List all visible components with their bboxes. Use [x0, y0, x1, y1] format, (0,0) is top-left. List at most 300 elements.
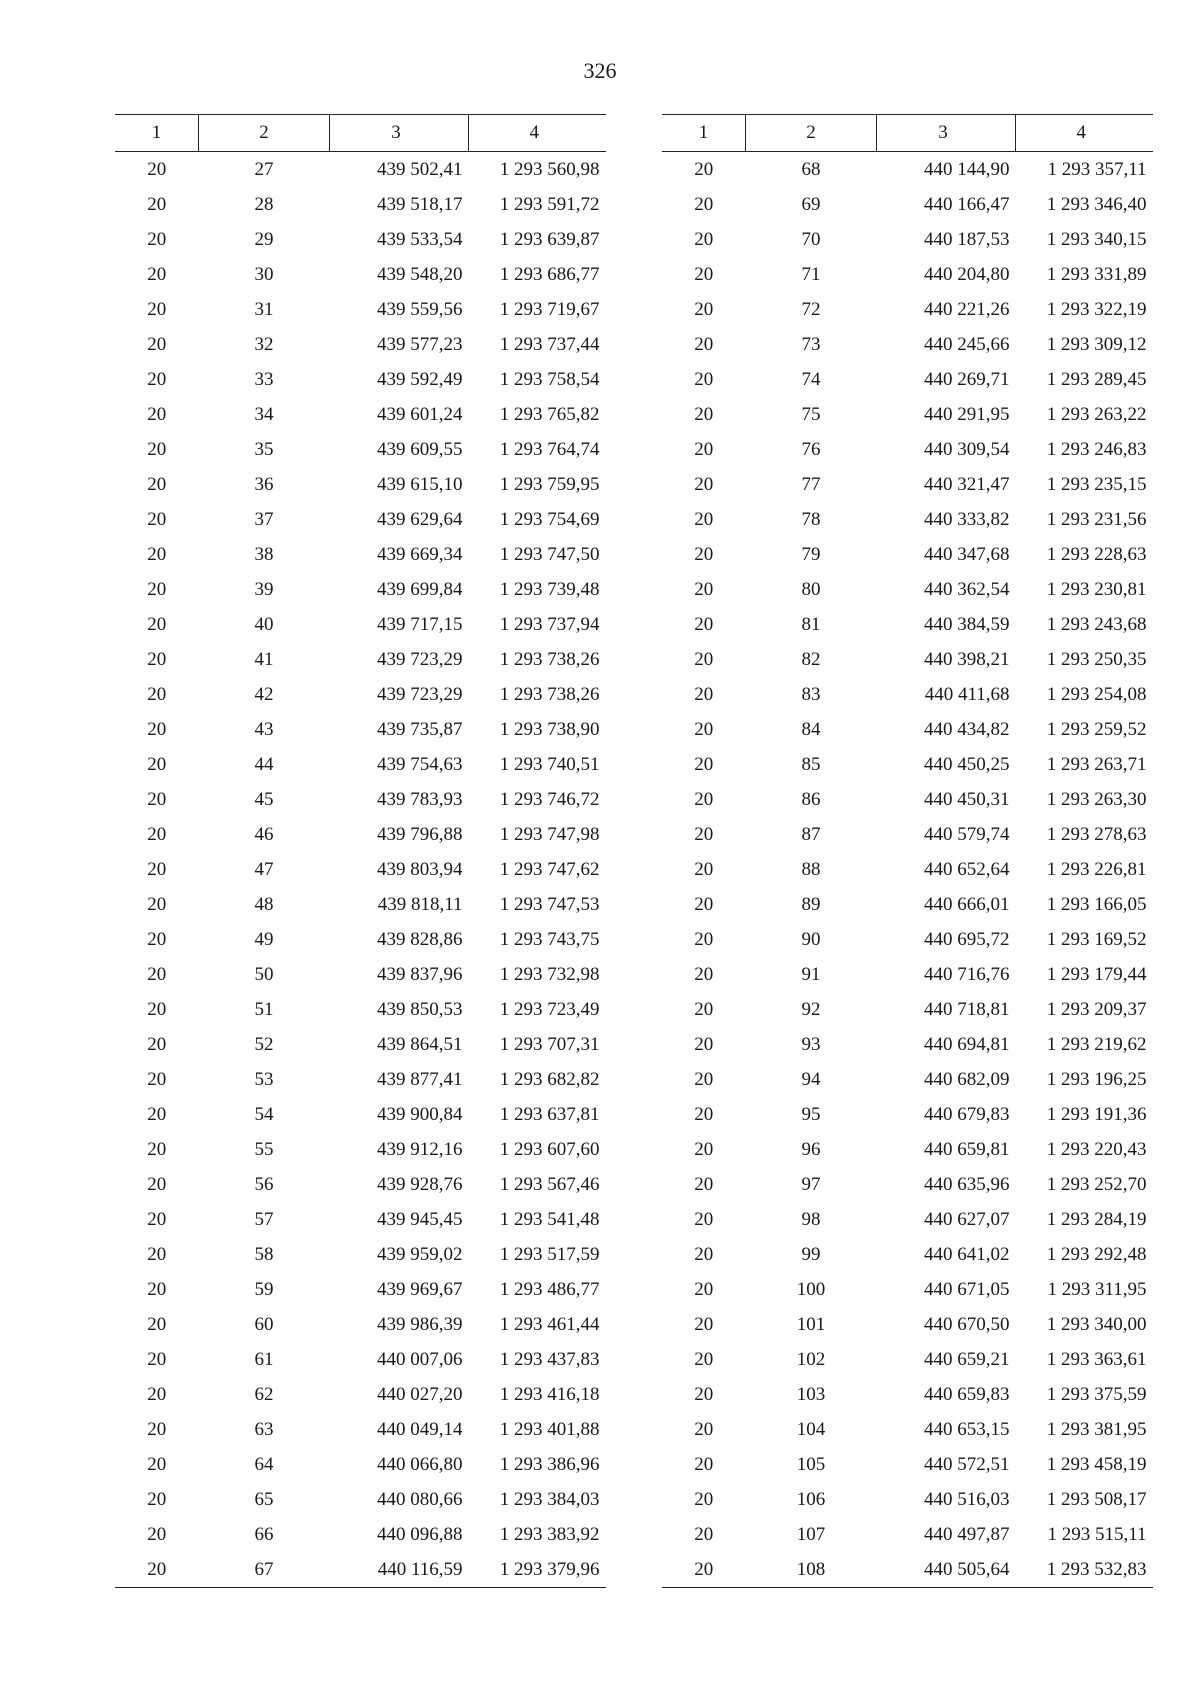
cell-section: 20	[694, 508, 714, 530]
cell-section: 20	[694, 228, 714, 250]
cell-point-number: 86	[801, 788, 821, 810]
cell-section: 20	[147, 1453, 167, 1475]
table-row	[115, 1482, 606, 1517]
table-row	[662, 992, 1153, 1027]
cell-y-coordinate: 1 293 381,95	[1046, 1418, 1147, 1440]
coordinates-table-left	[115, 114, 606, 1588]
cell-section: 20	[694, 718, 714, 740]
cell-x-coordinate: 440 450,31	[924, 788, 1010, 810]
cell-section: 20	[694, 753, 714, 775]
table-row	[115, 747, 606, 782]
cell-section: 20	[147, 683, 167, 705]
cell-y-coordinate: 1 293 263,22	[1046, 403, 1147, 425]
table-row	[115, 572, 606, 607]
cell-x-coordinate: 439 592,49	[377, 368, 463, 390]
cell-section: 20	[694, 1523, 714, 1545]
cell-x-coordinate: 439 864,51	[377, 1033, 463, 1055]
cell-x-coordinate: 439 754,63	[377, 753, 463, 775]
cell-x-coordinate: 440 516,03	[924, 1488, 1010, 1510]
table-row	[662, 1027, 1153, 1062]
cell-y-coordinate: 1 293 263,71	[1046, 753, 1147, 775]
cell-section: 20	[694, 858, 714, 880]
cell-section: 20	[694, 333, 714, 355]
cell-y-coordinate: 1 293 235,15	[1046, 473, 1147, 495]
cell-y-coordinate: 1 293 532,83	[1016, 1552, 1153, 1588]
cell-section: 20	[694, 1488, 714, 1510]
cell-y-coordinate: 1 293 541,48	[499, 1208, 600, 1230]
table-row	[662, 782, 1153, 817]
cell-point-number: 58	[254, 1243, 274, 1265]
cell-y-coordinate: 1 293 686,77	[499, 263, 600, 285]
cell-point-number: 61	[254, 1348, 274, 1370]
cell-section: 20	[694, 1173, 714, 1195]
cell-x-coordinate: 439 803,94	[377, 858, 463, 880]
cell-section: 20	[694, 1348, 714, 1370]
cell-point-number: 107	[796, 1523, 826, 1545]
cell-x-coordinate: 439 723,29	[377, 683, 463, 705]
cell-point-number: 80	[801, 578, 821, 600]
cell-y-coordinate: 1 293 765,82	[499, 403, 600, 425]
cell-point-number: 60	[254, 1313, 274, 1335]
cell-point-number: 33	[254, 368, 274, 390]
cell-section: 20	[147, 473, 167, 495]
cell-point-number: 29	[254, 228, 274, 250]
cell-point-number: 87	[801, 823, 821, 845]
cell-y-coordinate: 1 293 740,51	[499, 753, 600, 775]
cell-section: 20	[147, 963, 167, 985]
cell-x-coordinate: 440 659,83	[924, 1383, 1010, 1405]
cell-x-coordinate: 440 497,87	[924, 1523, 1010, 1545]
table-row	[115, 432, 606, 467]
cell-point-number: 47	[254, 858, 274, 880]
cell-point-number: 81	[801, 613, 821, 635]
cell-x-coordinate: 440 166,47	[924, 193, 1010, 215]
cell-section: 20	[694, 998, 714, 1020]
cell-x-coordinate: 440 718,81	[924, 998, 1010, 1020]
cell-point-number: 64	[254, 1453, 274, 1475]
column-header-4: 4	[469, 115, 606, 152]
cell-x-coordinate: 439 928,76	[377, 1173, 463, 1195]
table-row	[115, 1342, 606, 1377]
cell-section: 20	[694, 543, 714, 565]
cell-section: 20	[694, 928, 714, 950]
cell-point-number: 34	[254, 403, 274, 425]
table-row	[115, 922, 606, 957]
cell-x-coordinate: 439 609,55	[377, 438, 463, 460]
cell-x-coordinate: 440 269,71	[924, 368, 1010, 390]
table-row	[662, 1307, 1153, 1342]
cell-x-coordinate: 440 066,80	[377, 1453, 463, 1475]
cell-x-coordinate: 440 659,21	[924, 1348, 1010, 1370]
table-row	[662, 1412, 1153, 1447]
cell-x-coordinate: 440 695,72	[924, 928, 1010, 950]
cell-x-coordinate: 439 699,84	[377, 578, 463, 600]
cell-section: 20	[147, 228, 167, 250]
cell-y-coordinate: 1 293 363,61	[1046, 1348, 1147, 1370]
cell-y-coordinate: 1 293 738,90	[499, 718, 600, 740]
cell-x-coordinate: 440 671,05	[924, 1278, 1010, 1300]
cell-point-number: 84	[801, 718, 821, 740]
table-row	[662, 852, 1153, 887]
cell-x-coordinate: 440 027,20	[377, 1383, 463, 1405]
cell-y-coordinate: 1 293 220,43	[1046, 1138, 1147, 1160]
cell-y-coordinate: 1 293 228,63	[1046, 543, 1147, 565]
cell-x-coordinate: 440 333,82	[924, 508, 1010, 530]
cell-x-coordinate: 439 796,88	[377, 823, 463, 845]
cell-x-coordinate: 440 245,66	[924, 333, 1010, 355]
cell-point-number: 32	[254, 333, 274, 355]
cell-point-number: 66	[254, 1523, 274, 1545]
cell-section: 20	[694, 1278, 714, 1300]
cell-section: 20	[694, 403, 714, 425]
cell-point-number: 37	[254, 508, 274, 530]
table-body-right	[662, 152, 1153, 1588]
cell-x-coordinate: 440 398,21	[924, 648, 1010, 670]
cell-y-coordinate: 1 293 166,05	[1046, 893, 1147, 915]
table-row	[662, 1377, 1153, 1412]
table-row	[115, 1062, 606, 1097]
table-row	[115, 1167, 606, 1202]
cell-point-number: 48	[254, 893, 274, 915]
table-header-row	[115, 115, 606, 152]
cell-point-number: 53	[254, 1068, 274, 1090]
cell-y-coordinate: 1 293 739,48	[499, 578, 600, 600]
cell-y-coordinate: 1 293 340,00	[1046, 1313, 1147, 1335]
cell-y-coordinate: 1 293 263,30	[1046, 788, 1147, 810]
cell-y-coordinate: 1 293 375,59	[1046, 1383, 1147, 1405]
cell-x-coordinate: 440 716,76	[924, 963, 1010, 985]
table-row	[115, 152, 606, 188]
cell-section: 20	[694, 1453, 714, 1475]
cell-x-coordinate: 439 877,41	[377, 1068, 463, 1090]
cell-x-coordinate: 439 577,23	[377, 333, 463, 355]
cell-x-coordinate: 439 629,64	[377, 508, 463, 530]
cell-section: 20	[147, 753, 167, 775]
table-row	[662, 1447, 1153, 1482]
cell-point-number: 68	[801, 158, 821, 180]
cell-y-coordinate: 1 293 346,40	[1046, 193, 1147, 215]
cell-x-coordinate: 439 969,67	[377, 1278, 463, 1300]
cell-point-number: 40	[254, 613, 274, 635]
cell-point-number: 65	[254, 1488, 274, 1510]
cell-section: 20	[115, 1552, 199, 1588]
cell-x-coordinate: 440 572,51	[924, 1453, 1010, 1475]
cell-x-coordinate: 440 652,64	[924, 858, 1010, 880]
cell-point-number: 79	[801, 543, 821, 565]
cell-x-coordinate: 440 384,59	[924, 613, 1010, 635]
cell-point-number: 106	[796, 1488, 826, 1510]
cell-point-number: 88	[801, 858, 821, 880]
cell-point-number: 73	[801, 333, 821, 355]
cell-x-coordinate: 440 291,95	[924, 403, 1010, 425]
cell-section: 20	[694, 1138, 714, 1160]
table-row	[662, 432, 1153, 467]
cell-y-coordinate: 1 293 517,59	[499, 1243, 600, 1265]
cell-section: 20	[694, 1313, 714, 1335]
cell-y-coordinate: 1 293 682,82	[499, 1068, 600, 1090]
cell-section: 20	[147, 193, 167, 215]
cell-section: 20	[147, 368, 167, 390]
table-row	[662, 1132, 1153, 1167]
cell-y-coordinate: 1 293 311,95	[1047, 1278, 1147, 1300]
cell-x-coordinate: 439 912,16	[377, 1138, 463, 1160]
cell-y-coordinate: 1 293 738,26	[499, 648, 600, 670]
cell-section: 20	[694, 683, 714, 705]
cell-point-number: 41	[254, 648, 274, 670]
column-header-2: 2	[199, 115, 330, 152]
table-row	[662, 1237, 1153, 1272]
table-row	[115, 1202, 606, 1237]
cell-point-number: 97	[801, 1173, 821, 1195]
cell-point-number: 99	[801, 1243, 821, 1265]
cell-section: 20	[147, 333, 167, 355]
cell-point-number: 77	[801, 473, 821, 495]
cell-y-coordinate: 1 293 254,08	[1046, 683, 1147, 705]
page-number: 326	[583, 58, 617, 83]
cell-point-number: 51	[254, 998, 274, 1020]
table-row	[662, 957, 1153, 992]
cell-y-coordinate: 1 293 209,37	[1046, 998, 1147, 1020]
cell-section: 20	[147, 403, 167, 425]
cell-point-number: 75	[801, 403, 821, 425]
cell-section: 20	[147, 613, 167, 635]
cell-y-coordinate: 1 293 401,88	[499, 1418, 600, 1440]
cell-x-coordinate: 440 627,07	[924, 1208, 1010, 1230]
table-row	[662, 712, 1153, 747]
cell-point-number: 95	[801, 1103, 821, 1125]
table-row	[115, 992, 606, 1027]
cell-point-number: 83	[801, 683, 821, 705]
cell-section: 20	[147, 1138, 167, 1160]
cell-section: 20	[147, 508, 167, 530]
cell-y-coordinate: 1 293 322,19	[1046, 298, 1147, 320]
cell-y-coordinate: 1 293 169,52	[1046, 928, 1147, 950]
cell-y-coordinate: 1 293 289,45	[1046, 368, 1147, 390]
cell-x-coordinate: 439 717,15	[377, 613, 463, 635]
cell-x-coordinate: 439 502,41	[377, 158, 463, 180]
cell-point-number: 93	[801, 1033, 821, 1055]
cell-x-coordinate: 440 116,59	[330, 1552, 469, 1588]
table-row	[115, 607, 606, 642]
table-row	[115, 537, 606, 572]
cell-point-number: 100	[796, 1278, 826, 1300]
cell-point-number: 46	[254, 823, 274, 845]
table-row	[662, 817, 1153, 852]
cell-x-coordinate: 440 221,26	[924, 298, 1010, 320]
cell-x-coordinate: 439 518,17	[377, 193, 463, 215]
cell-section: 20	[694, 1243, 714, 1265]
table-row	[115, 1517, 606, 1552]
cell-section: 20	[147, 158, 167, 180]
cell-point-number: 38	[254, 543, 274, 565]
cell-section: 20	[147, 1523, 167, 1545]
table-row	[662, 1202, 1153, 1237]
table-row	[662, 222, 1153, 257]
cell-y-coordinate: 1 293 723,49	[499, 998, 600, 1020]
cell-section: 20	[147, 928, 167, 950]
cell-section: 20	[147, 438, 167, 460]
cell-point-number: 63	[254, 1418, 274, 1440]
cell-section: 20	[147, 578, 167, 600]
cell-section: 20	[694, 263, 714, 285]
cell-x-coordinate: 439 533,54	[377, 228, 463, 250]
cell-section: 20	[147, 1418, 167, 1440]
cell-point-number: 52	[254, 1033, 274, 1055]
cell-x-coordinate: 439 559,56	[377, 298, 463, 320]
cell-point-number: 104	[796, 1418, 826, 1440]
cell-y-coordinate: 1 293 764,74	[499, 438, 600, 460]
cell-y-coordinate: 1 293 231,56	[1046, 508, 1147, 530]
cell-section: 20	[147, 1313, 167, 1335]
cell-x-coordinate: 440 309,54	[924, 438, 1010, 460]
table-row	[662, 467, 1153, 502]
cell-y-coordinate: 1 293 747,98	[499, 823, 600, 845]
table-row	[115, 712, 606, 747]
cell-x-coordinate: 440 659,81	[924, 1138, 1010, 1160]
cell-point-number: 101	[796, 1313, 826, 1335]
cell-point-number: 82	[801, 648, 821, 670]
table-row	[115, 1097, 606, 1132]
cell-section: 20	[694, 193, 714, 215]
cell-section: 20	[147, 1208, 167, 1230]
cell-x-coordinate: 440 679,83	[924, 1103, 1010, 1125]
column-header-3: 3	[877, 115, 1016, 152]
cell-point-number: 56	[254, 1173, 274, 1195]
cell-x-coordinate: 440 641,02	[924, 1243, 1010, 1265]
column-header-1: 1	[115, 115, 199, 152]
cell-y-coordinate: 1 293 758,54	[499, 368, 600, 390]
column-header-2: 2	[746, 115, 877, 152]
cell-x-coordinate: 439 900,84	[377, 1103, 463, 1125]
cell-point-number: 76	[801, 438, 821, 460]
cell-point-number: 62	[254, 1383, 274, 1405]
cell-point-number: 45	[254, 788, 274, 810]
cell-x-coordinate: 440 362,54	[924, 578, 1010, 600]
cell-section: 20	[694, 438, 714, 460]
cell-x-coordinate: 439 959,02	[377, 1243, 463, 1265]
cell-y-coordinate: 1 293 416,18	[499, 1383, 600, 1405]
cell-y-coordinate: 1 293 738,26	[499, 683, 600, 705]
cell-y-coordinate: 1 293 743,75	[499, 928, 600, 950]
cell-y-coordinate: 1 293 458,19	[1046, 1453, 1147, 1475]
cell-x-coordinate: 440 144,90	[924, 158, 1010, 180]
table-row	[662, 187, 1153, 222]
cell-point-number: 91	[801, 963, 821, 985]
table-row	[662, 257, 1153, 292]
cell-x-coordinate: 440 411,68	[924, 683, 1010, 705]
cell-y-coordinate: 1 293 250,35	[1046, 648, 1147, 670]
cell-y-coordinate: 1 293 386,96	[499, 1453, 600, 1475]
table-row	[115, 642, 606, 677]
cell-y-coordinate: 1 293 259,52	[1046, 718, 1147, 740]
cell-point-number: 59	[254, 1278, 274, 1300]
cell-x-coordinate: 440 096,88	[377, 1523, 463, 1545]
cell-y-coordinate: 1 293 567,46	[499, 1173, 600, 1195]
column-header-3: 3	[330, 115, 469, 152]
cell-y-coordinate: 1 293 737,94	[499, 613, 600, 635]
cell-section: 20	[694, 788, 714, 810]
table-row	[662, 1517, 1153, 1552]
table-row	[662, 1482, 1153, 1517]
cell-point-number: 78	[801, 508, 821, 530]
cell-y-coordinate: 1 293 486,77	[499, 1278, 600, 1300]
table-row	[662, 152, 1153, 188]
cell-y-coordinate: 1 293 219,62	[1046, 1033, 1147, 1055]
table-row	[662, 1342, 1153, 1377]
cell-x-coordinate: 440 694,81	[924, 1033, 1010, 1055]
cell-x-coordinate: 440 080,66	[377, 1488, 463, 1510]
cell-x-coordinate: 439 986,39	[377, 1313, 463, 1335]
cell-point-number: 85	[801, 753, 821, 775]
cell-section: 20	[147, 1173, 167, 1195]
table-row	[115, 887, 606, 922]
cell-section: 20	[694, 1208, 714, 1230]
table-row	[115, 222, 606, 257]
cell-y-coordinate: 1 293 179,44	[1046, 963, 1147, 985]
table-row	[115, 852, 606, 887]
cell-y-coordinate: 1 293 639,87	[499, 228, 600, 250]
cell-section: 20	[147, 298, 167, 320]
cell-section: 20	[694, 1418, 714, 1440]
table-row	[115, 257, 606, 292]
cell-section: 20	[694, 578, 714, 600]
cell-y-coordinate: 1 293 515,11	[1047, 1523, 1147, 1545]
cell-point-number: 43	[254, 718, 274, 740]
table-header-row	[662, 115, 1153, 152]
table-row	[662, 922, 1153, 957]
cell-y-coordinate: 1 293 196,25	[1046, 1068, 1147, 1090]
cell-y-coordinate: 1 293 243,68	[1046, 613, 1147, 635]
cell-y-coordinate: 1 293 754,69	[499, 508, 600, 530]
table-row	[115, 1132, 606, 1167]
cell-section: 20	[147, 1488, 167, 1510]
cell-section: 20	[147, 1348, 167, 1370]
cell-x-coordinate: 440 666,01	[924, 893, 1010, 915]
cell-section: 20	[147, 998, 167, 1020]
cell-y-coordinate: 1 293 747,53	[499, 893, 600, 915]
cell-section: 20	[147, 858, 167, 880]
cell-y-coordinate: 1 293 226,81	[1046, 858, 1147, 880]
cell-y-coordinate: 1 293 357,11	[1047, 158, 1147, 180]
cell-y-coordinate: 1 293 309,12	[1046, 333, 1147, 355]
table-row	[115, 1272, 606, 1307]
table-row	[115, 1027, 606, 1062]
cell-y-coordinate: 1 293 591,72	[499, 193, 600, 215]
cell-y-coordinate: 1 293 340,15	[1046, 228, 1147, 250]
cell-y-coordinate: 1 293 437,83	[499, 1348, 600, 1370]
cell-point-number: 69	[801, 193, 821, 215]
cell-point-number: 90	[801, 928, 821, 950]
cell-section: 20	[147, 1103, 167, 1125]
cell-y-coordinate: 1 293 747,62	[499, 858, 600, 880]
cell-section: 20	[694, 298, 714, 320]
cell-x-coordinate: 440 187,53	[924, 228, 1010, 250]
table-row	[115, 187, 606, 222]
cell-point-number: 92	[801, 998, 821, 1020]
table-row	[662, 747, 1153, 782]
cell-point-number: 31	[254, 298, 274, 320]
cell-x-coordinate: 440 204,80	[924, 263, 1010, 285]
table-row	[115, 782, 606, 817]
table-body-left	[115, 152, 606, 1588]
cell-section: 20	[694, 1033, 714, 1055]
cell-point-number: 54	[254, 1103, 274, 1125]
cell-point-number: 30	[254, 263, 274, 285]
cell-y-coordinate: 1 293 246,83	[1046, 438, 1147, 460]
cell-section: 20	[147, 1278, 167, 1300]
cell-point-number: 55	[254, 1138, 274, 1160]
cell-section: 20	[147, 648, 167, 670]
